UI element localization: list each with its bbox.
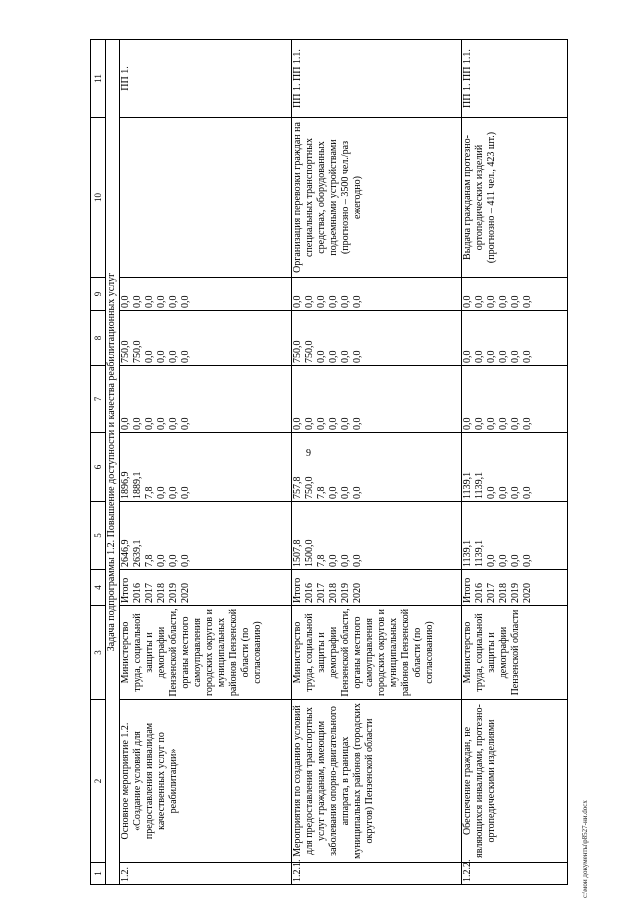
indicator: ПП 1. ПП 1.1. bbox=[292, 40, 462, 118]
year-cell: 2019 bbox=[510, 583, 521, 603]
value-cell: 0,0 bbox=[498, 350, 509, 363]
year-cell: 2020 bbox=[522, 583, 533, 603]
value-list bbox=[120, 366, 292, 433]
value-cell: 0,0 bbox=[486, 295, 497, 308]
value-cell: 750,0 bbox=[304, 340, 315, 363]
task-title: Задача подпрограммы 1.2. Повышение доступности и качества реабилитационных услуг bbox=[106, 40, 120, 885]
value-cell: 1500,0 bbox=[304, 539, 315, 567]
value-cell: 0,0 bbox=[340, 417, 351, 430]
col-header: 11 bbox=[91, 40, 106, 118]
value-cell: 0,0 bbox=[316, 417, 327, 430]
value-cell: 0,0 bbox=[168, 350, 179, 363]
value-cell: 0,0 bbox=[340, 295, 351, 308]
executor: Министерство труда, социальной защиты и демографии Пензенской области, органы местного самоуправления городских округов и муниципальных районов Пензенской области (по согласованию) bbox=[292, 606, 462, 700]
value-cell: 0,0 bbox=[498, 295, 509, 308]
value-cell: 0,0 bbox=[522, 486, 533, 499]
value-cell: 0,0 bbox=[486, 417, 497, 430]
col-header: 5 bbox=[91, 502, 106, 570]
value-list bbox=[462, 502, 568, 570]
value-cell: 0,0 bbox=[486, 486, 497, 499]
indicator: ПП 1. ПП 1.1. bbox=[462, 40, 568, 118]
value-cell: 0,0 bbox=[498, 486, 509, 499]
value-cell: 0,0 bbox=[304, 295, 315, 308]
expected-result bbox=[120, 118, 292, 278]
value-cell: 0,0 bbox=[510, 350, 521, 363]
value-cell: 0,0 bbox=[156, 417, 167, 430]
value-cell: 0,0 bbox=[522, 350, 533, 363]
table-row bbox=[462, 40, 568, 885]
value-cell: 0,0 bbox=[510, 486, 521, 499]
value-list bbox=[120, 278, 292, 311]
value-cell: 0,0 bbox=[498, 417, 509, 430]
measure-name: Основное мероприятие 1.2. «Создание условий для предоставления инвалидам качественных услуг по реабилитации» bbox=[120, 700, 292, 863]
col-header: 10 bbox=[91, 118, 106, 278]
value-cell: 0,0 bbox=[328, 486, 339, 499]
row-number: 1.2. bbox=[120, 863, 292, 885]
value-cell: 0,0 bbox=[168, 417, 179, 430]
value-cell: 0,0 bbox=[462, 295, 473, 308]
value-cell: 1896,9 bbox=[120, 471, 131, 499]
col-header: 4 bbox=[91, 570, 106, 606]
file-path-footer: c:\мои документы\p8527-ни.docx bbox=[581, 800, 589, 898]
value-cell: 0,0 bbox=[498, 554, 509, 567]
value-cell: 0,0 bbox=[510, 295, 521, 308]
value-cell: 0,0 bbox=[328, 554, 339, 567]
value-cell: 750,0 bbox=[292, 340, 303, 363]
value-cell: 7,8 bbox=[144, 486, 155, 499]
indicator: ПП 1. bbox=[120, 40, 292, 118]
value-cell: 750,0 bbox=[304, 476, 315, 499]
value-list bbox=[292, 366, 462, 433]
value-cell: 0,0 bbox=[328, 417, 339, 430]
value-cell: 0,0 bbox=[340, 350, 351, 363]
value-list bbox=[120, 433, 292, 502]
year-cell: Итого bbox=[120, 577, 131, 603]
value-cell: 0,0 bbox=[168, 295, 179, 308]
value-list bbox=[462, 311, 568, 366]
value-cell: 0,0 bbox=[292, 417, 303, 430]
value-cell: 1507,8 bbox=[292, 539, 303, 567]
value-cell: 0,0 bbox=[510, 554, 521, 567]
value-cell: 7,8 bbox=[144, 554, 155, 567]
value-cell: 0,0 bbox=[522, 295, 533, 308]
value-cell: 0,0 bbox=[462, 350, 473, 363]
year-cell: 2016 bbox=[132, 583, 143, 603]
value-list bbox=[462, 433, 568, 502]
value-cell: 750,0 bbox=[120, 340, 131, 363]
value-cell: 0,0 bbox=[522, 554, 533, 567]
year-cell: 2020 bbox=[352, 583, 363, 603]
year-cell: 2018 bbox=[328, 583, 339, 603]
value-cell: 0,0 bbox=[292, 295, 303, 308]
value-list bbox=[292, 278, 462, 311]
value-cell: 0,0 bbox=[180, 350, 191, 363]
value-cell: 0,0 bbox=[486, 350, 497, 363]
col-header: 7 bbox=[91, 366, 106, 433]
row-number: 1.2.2. bbox=[462, 863, 568, 885]
measure-name: Обеспечение граждан, не являющихся инвалидами, протезно-ортопедическими изделиями bbox=[462, 700, 568, 863]
value-cell: 0,0 bbox=[168, 554, 179, 567]
value-cell: 0,0 bbox=[340, 554, 351, 567]
value-cell: 1139,1 bbox=[462, 539, 473, 567]
value-cell: 0,0 bbox=[156, 350, 167, 363]
value-cell: 0,0 bbox=[486, 554, 497, 567]
value-cell: 0,0 bbox=[340, 486, 351, 499]
value-list bbox=[462, 278, 568, 311]
year-cell: 2019 bbox=[168, 583, 179, 603]
value-cell: 0,0 bbox=[474, 295, 485, 308]
value-cell: 0,0 bbox=[316, 295, 327, 308]
value-cell: 0,0 bbox=[352, 350, 363, 363]
year-cell: 2016 bbox=[304, 583, 315, 603]
value-cell: 0,0 bbox=[180, 417, 191, 430]
value-cell: 1889,1 bbox=[132, 471, 143, 499]
value-cell: 0,0 bbox=[352, 417, 363, 430]
value-cell: 0,0 bbox=[132, 295, 143, 308]
value-cell: 0,0 bbox=[510, 417, 521, 430]
value-cell: 0,0 bbox=[156, 295, 167, 308]
value-cell: 0,0 bbox=[474, 417, 485, 430]
value-cell: 0,0 bbox=[328, 295, 339, 308]
year-list bbox=[120, 570, 292, 606]
value-cell: 757,8 bbox=[292, 476, 303, 499]
value-cell: 2646,9 bbox=[120, 539, 131, 567]
year-cell: Итого bbox=[462, 577, 473, 603]
value-cell: 0,0 bbox=[352, 486, 363, 499]
year-cell: 2018 bbox=[498, 583, 509, 603]
value-cell: 0,0 bbox=[180, 554, 191, 567]
value-cell: 0,0 bbox=[156, 554, 167, 567]
value-list bbox=[292, 433, 462, 502]
col-header: 3 bbox=[91, 606, 106, 700]
year-cell: 2018 bbox=[156, 583, 167, 603]
year-cell: 2017 bbox=[486, 583, 497, 603]
value-cell: 2639,1 bbox=[132, 539, 143, 567]
value-cell: 0,0 bbox=[304, 417, 315, 430]
value-cell: 0,0 bbox=[120, 417, 131, 430]
executor: Министерство труда, социальной защиты и демографии Пензенской области bbox=[462, 606, 568, 700]
table-row bbox=[120, 40, 292, 885]
value-cell: 1139,1 bbox=[462, 471, 473, 499]
expected-result: Выдача гражданам протезно-ортопедических изделий (прогнозно – 411 чел., 423 шт.) bbox=[462, 118, 568, 278]
row-number: 1.2.1. bbox=[292, 863, 462, 885]
year-list bbox=[292, 570, 462, 606]
year-cell: 2016 bbox=[474, 583, 485, 603]
value-cell: 0,0 bbox=[352, 295, 363, 308]
task-row bbox=[106, 40, 120, 885]
value-cell: 7,8 bbox=[316, 554, 327, 567]
value-cell: 7,8 bbox=[316, 486, 327, 499]
value-list bbox=[292, 311, 462, 366]
table-row bbox=[292, 40, 462, 885]
value-list bbox=[292, 502, 462, 570]
value-cell: 1139,1 bbox=[474, 539, 485, 567]
value-cell: 1139,1 bbox=[474, 471, 485, 499]
expected-result: Организация перевозки граждан на специальных транспортных средствах, оборудованных подъемными устройствами (прогнозно – 3500 чел./раз ежегодно) bbox=[292, 118, 462, 278]
value-cell: 0,0 bbox=[156, 486, 167, 499]
value-cell: 0,0 bbox=[132, 417, 143, 430]
value-cell: 0,0 bbox=[522, 417, 533, 430]
year-cell: 2017 bbox=[144, 583, 155, 603]
page-number: 9 bbox=[306, 448, 311, 459]
executor: Министерство труда, социальной защиты и демографии Пензенской области, органы местного самоуправления городских округов и муниципальных районов Пензенской области (по согласованию) bbox=[120, 606, 292, 700]
col-header: 1 bbox=[91, 863, 106, 885]
rotated-table-container bbox=[90, 40, 591, 885]
col-header: 6 bbox=[91, 433, 106, 502]
value-cell: 0,0 bbox=[144, 350, 155, 363]
value-cell: 0,0 bbox=[352, 554, 363, 567]
value-cell: 0,0 bbox=[316, 350, 327, 363]
year-cell: Итого bbox=[292, 577, 303, 603]
col-header: 8 bbox=[91, 311, 106, 366]
value-cell: 0,0 bbox=[180, 486, 191, 499]
col-header: 9 bbox=[91, 278, 106, 311]
value-cell: 750,0 bbox=[132, 340, 143, 363]
value-list bbox=[462, 366, 568, 433]
program-table bbox=[90, 39, 568, 885]
value-cell: 0,0 bbox=[120, 295, 131, 308]
year-cell: 2019 bbox=[340, 583, 351, 603]
col-header: 2 bbox=[91, 700, 106, 863]
value-cell: 0,0 bbox=[328, 350, 339, 363]
header-row bbox=[91, 40, 106, 885]
value-list bbox=[120, 311, 292, 366]
value-cell: 0,0 bbox=[168, 486, 179, 499]
value-cell: 0,0 bbox=[462, 417, 473, 430]
value-cell: 0,0 bbox=[144, 417, 155, 430]
year-list bbox=[462, 570, 568, 606]
year-cell: 2017 bbox=[316, 583, 327, 603]
measure-name: Мероприятия по созданию условий для предоставления транспортных услуг гражданам, имеющим заболевания опорно-двигательного аппарата, в границах муниципальных районов (городских округов) Пензенской области bbox=[292, 700, 462, 863]
value-cell: 0,0 bbox=[144, 295, 155, 308]
value-cell: 0,0 bbox=[474, 350, 485, 363]
value-list bbox=[120, 502, 292, 570]
year-cell: 2020 bbox=[180, 583, 191, 603]
value-cell: 0,0 bbox=[180, 295, 191, 308]
